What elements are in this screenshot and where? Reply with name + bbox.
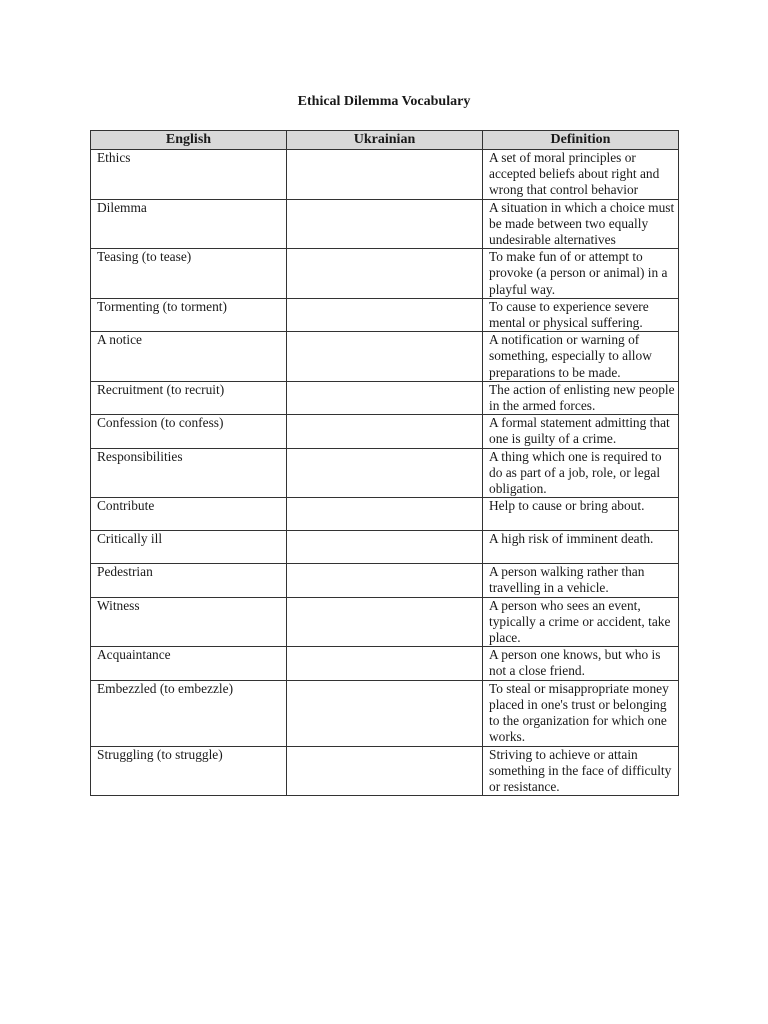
ukrainian-translation[interactable] (287, 381, 483, 414)
table-row (91, 298, 679, 331)
table-row (91, 381, 679, 414)
ukrainian-translation[interactable] (287, 746, 483, 796)
ukrainian-translation[interactable] (287, 415, 483, 448)
column-header-english: English (91, 131, 287, 150)
vocabulary-table (90, 130, 679, 796)
english-term: Dilemma (91, 199, 287, 249)
table-row (91, 448, 679, 498)
english-term: Witness (91, 597, 287, 647)
definition: A situation in which a choice must be made between two equally undesirable alternatives (483, 199, 679, 249)
definition: A set of moral principles or accepted beliefs about right and wrong that control behavior (483, 150, 679, 200)
definition: Help to cause or bring about. (483, 498, 679, 531)
english-term: Ethics (91, 150, 287, 200)
ukrainian-translation[interactable] (287, 298, 483, 331)
table-row (91, 498, 679, 531)
table-row (91, 199, 679, 249)
definition: To steal or misappropriate money placed in one's trust or belonging to the organization for which one works. (483, 680, 679, 746)
definition: A notification or warning of something, especially to allow preparations to be made. (483, 332, 679, 382)
english-term: Responsibilities (91, 448, 287, 498)
ukrainian-translation[interactable] (287, 647, 483, 680)
definition: A thing which one is required to do as part of a job, role, or legal obligation. (483, 448, 679, 498)
definition: To cause to experience severe mental or physical suffering. (483, 298, 679, 331)
ukrainian-translation[interactable] (287, 498, 483, 531)
table-row (91, 531, 679, 564)
ukrainian-translation[interactable] (287, 199, 483, 249)
definition: A person one knows, but who is not a close friend. (483, 647, 679, 680)
table-row (91, 150, 679, 200)
ukrainian-translation[interactable] (287, 249, 483, 299)
english-term: Embezzled (to embezzle) (91, 680, 287, 746)
table-row (91, 746, 679, 796)
english-term: Pedestrian (91, 564, 287, 597)
ukrainian-translation[interactable] (287, 597, 483, 647)
ukrainian-translation[interactable] (287, 150, 483, 200)
english-term: Acquaintance (91, 647, 287, 680)
table-row (91, 564, 679, 597)
column-header-ukrainian: Ukrainian (287, 131, 483, 150)
table-row (91, 597, 679, 647)
definition: Striving to achieve or attain something in the face of difficulty or resistance. (483, 746, 679, 796)
table-row (91, 415, 679, 448)
definition: The action of enlisting new people in the armed forces. (483, 381, 679, 414)
ukrainian-translation[interactable] (287, 531, 483, 564)
table-row (91, 249, 679, 299)
ukrainian-translation[interactable] (287, 564, 483, 597)
table-row (91, 647, 679, 680)
column-header-definition: Definition (483, 131, 679, 150)
definition: A high risk of imminent death. (483, 531, 679, 564)
definition: To make fun of or attempt to provoke (a person or animal) in a playful way. (483, 249, 679, 299)
ukrainian-translation[interactable] (287, 332, 483, 382)
english-term: Teasing (to tease) (91, 249, 287, 299)
definition: A person walking rather than travelling in a vehicle. (483, 564, 679, 597)
english-term: Confession (to confess) (91, 415, 287, 448)
table-header-row (91, 131, 679, 150)
english-term: A notice (91, 332, 287, 382)
english-term: Critically ill (91, 531, 287, 564)
ukrainian-translation[interactable] (287, 680, 483, 746)
definition: A formal statement admitting that one is guilty of a crime. (483, 415, 679, 448)
table-row (91, 680, 679, 746)
table-row (91, 332, 679, 382)
english-term: Tormenting (to torment) (91, 298, 287, 331)
english-term: Contribute (91, 498, 287, 531)
english-term: Recruitment (to recruit) (91, 381, 287, 414)
definition: A person who sees an event, typically a crime or accident, take place. (483, 597, 679, 647)
ukrainian-translation[interactable] (287, 448, 483, 498)
document-title: Ethical Dilemma Vocabulary (297, 94, 471, 109)
english-term: Struggling (to struggle) (91, 746, 287, 796)
